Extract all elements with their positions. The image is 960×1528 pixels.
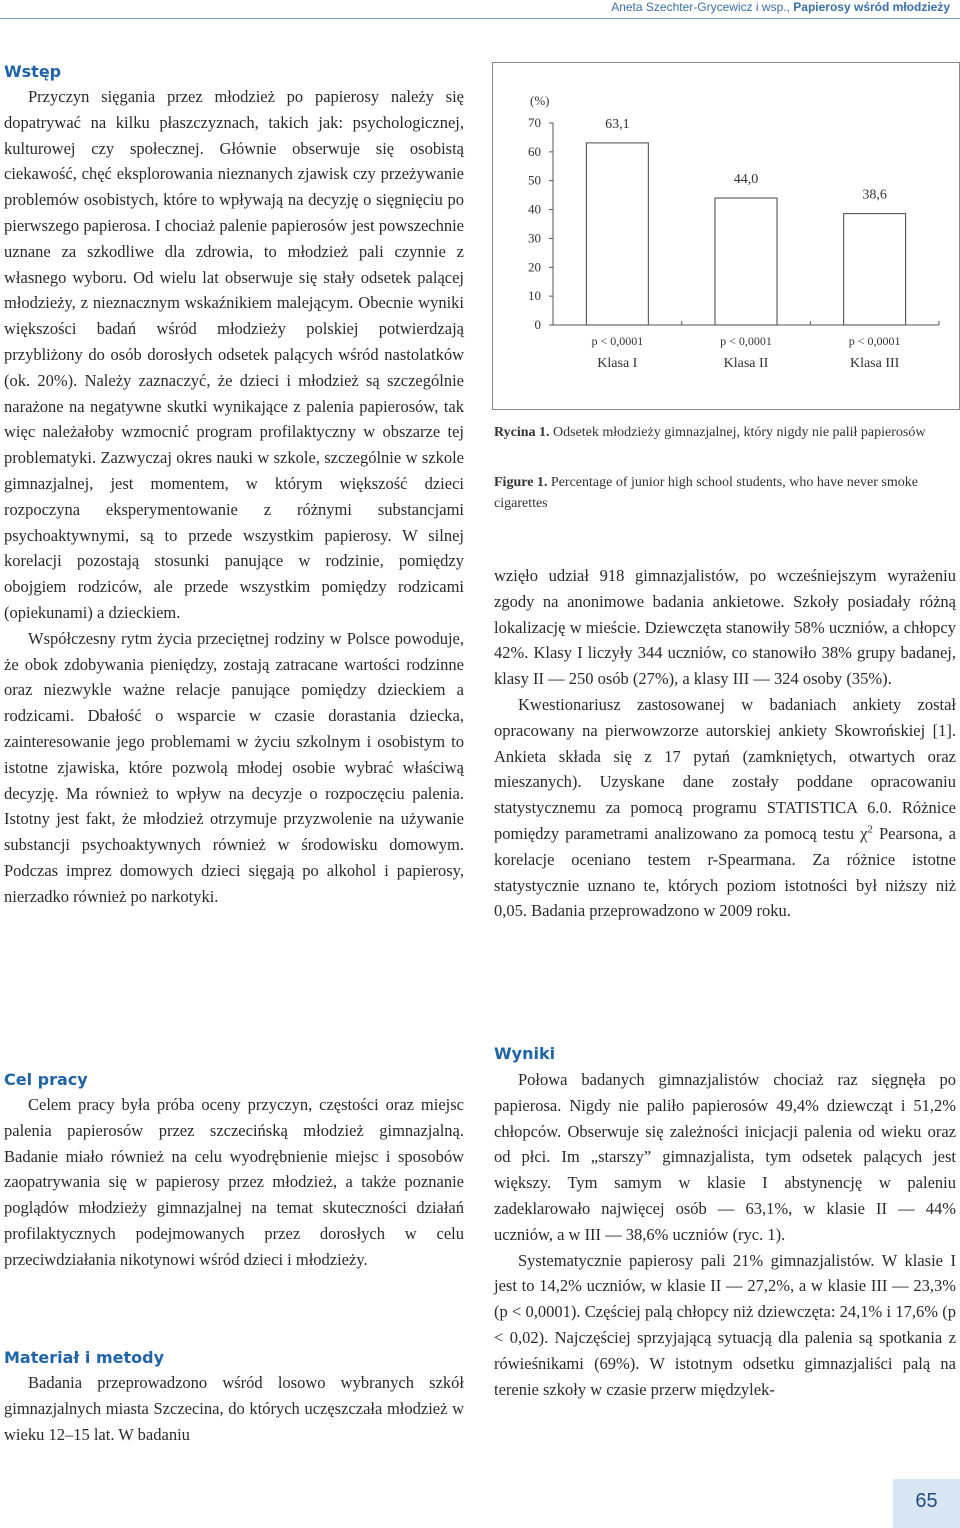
y-tick-label: 10 xyxy=(528,288,541,304)
p-value-label: p < 0,0001 xyxy=(720,334,772,348)
bar-value-label: 44,0 xyxy=(733,172,759,188)
paragraph: Połowa badanych gimnazjalistów chociaż raz sięgnęła po papierosa. Nigdy nie paliło papierosów 49,4% dziewcząt i 51,2% chłopców. Obserwuje się zależności inicjacji palenia od wieku oraz od płci. Im „starszy” gimnazjalista, tym odsetek palących jest większy. Tym samym w klasie I abstynencję w paleniu zadeklarowało najwięcej osób — 63,1%, w klasie II — 44% uczniów, a w III — 38,6% uczniów (ryc. 1). xyxy=(494,1070,956,1244)
paragraph: Współczesny rytm życia przeciętnej rodziny w Polsce powoduje, że obok zdobywania pieniędzy, zostają zatracane wartości rodzinne oraz niezwykle ważne relacje panujące pomiędzy dzieckiem a rodzicami. Dbałość o wsparcie w czasie dorastania dziecka, zainteresowanie jego problemami w życiu szkolnym i osobistym to istotne zjawiska, które pozwolą młodej osobie wybrać właściwą decyzję. Ma również to wpływ na decyzje o rozpoczęciu palenia. Istotny jest fakt, że młodzież otrzymuje przyzwolenie na używanie substancji psychoaktywnych również w środowisku domowym. Podczas imprez domowych dzieci sięgają po alkohol i papierosy, nierzadko również po narkotyki. xyxy=(4,628,464,906)
y-axis-label: (%) xyxy=(530,93,550,108)
caption-label-en: Figure 1. xyxy=(494,475,548,490)
caption-text-en: Percentage of junior high school students, who have never smoke cigarettes xyxy=(494,475,918,511)
section-heading-results: Wyniki xyxy=(494,1044,556,1063)
section-heading-methods: Materiał i metody xyxy=(4,1348,164,1367)
figure-caption-pl xyxy=(494,422,960,443)
bar-value-label: 63,1 xyxy=(605,116,630,132)
running-head xyxy=(611,0,950,14)
y-tick-label: 70 xyxy=(528,115,541,130)
left-column-intro xyxy=(4,84,464,910)
paragraph: Systematycznie papierosy pali 21% gimnazjalistów. W klasie I jest to 14,2% uczniów, w klasie II — 27,2%, a w klasie III — 23,3% (p < 0,0001). Częściej palą chłopcy niż dziewczęta: 24,1% i 17,6% (p < 0,02). Najczęściej sprzyjającą sytuacją dla palenia są spotkania z rówieśnikami (69%). W istotnym odsetku gimnazjaliści palą na terenie szkoły w czasie przerw międzylek- xyxy=(494,1250,956,1399)
right-column-results xyxy=(494,1067,956,1402)
paragraph: Celem pracy była próba oceny przyczyn, częstości oraz miejsc palenia papierosów przez szczecińską młodzież gimnazjalną. Badanie miało również na celu wyodrębnienie miejsc i sposobów zaopatrywania się w papierosy przez młodzież, a także poznanie poglądów młodzieży gimnazjalnej na temat skuteczności działań profilaktycznych podejmowanych przez dorosłych w celu przeciwdziałania nikotynowi wśród dzieci i młodzieży. xyxy=(4,1095,464,1269)
page-number: 65 xyxy=(915,1490,938,1512)
category-label: Klasa I xyxy=(597,356,638,371)
right-column-methods xyxy=(494,563,956,924)
section-heading-intro: Wstęp xyxy=(4,62,62,81)
p-value-label: p < 0,0001 xyxy=(848,334,901,348)
paragraph xyxy=(494,692,956,924)
bar-chart xyxy=(493,63,959,409)
y-tick-label: 60 xyxy=(528,143,541,159)
caption-text-pl: Odsetek młodzieży gimnazjalnej, który nigdy nie palił papierosów xyxy=(553,425,926,440)
running-head-authors: Aneta Szechter-Grycewicz i wsp., xyxy=(611,0,790,14)
bar xyxy=(715,198,777,325)
figure-caption-en xyxy=(494,472,960,514)
figure-frame xyxy=(492,62,960,410)
bar xyxy=(844,214,906,325)
paragraph-part: Pearsona, a korelacje oceniano testem r-Spearmana. Za różnice istotne statystycznie uznano te, których poziom istotności był niższy niż 0,05. Badania przeprowadzono w 2009 roku. xyxy=(494,823,956,921)
caption-label-pl: Rycina 1. xyxy=(494,425,550,440)
y-tick-label: 50 xyxy=(528,172,541,188)
paragraph: Badania przeprowadzono wśród losowo wybranych szkół gimnazjalnych miasta Szczecina, do których uczęszczała młodzież w wieku 12–15 lat. W badaniu xyxy=(4,1373,464,1444)
y-tick-label: 20 xyxy=(528,259,541,275)
running-head-title: Papierosy wśród młodzieży xyxy=(793,0,950,14)
y-tick-label: 30 xyxy=(528,230,541,246)
bar xyxy=(586,143,648,325)
paragraph: Przyczyn sięgania przez młodzież po papierosy należy się dopatrywać na kilku płaszczyznach, takich jak: psychologicznej, kulturowej czy społecznej. Głównie obserwuje się osobistą ciekawość, chęć eksplorowania nieznanych zjawisk czy przeżywanie problemów osobistych, które to wpływają na decyzję o sięgnięciu po pierwszego papierosa. I chociaż palenie papierosów jest powszechnie uznane za szkodliwe dla zdrowia, to młodzież pali czynnie z własnego wyboru. Od wielu lat obserwuje się stały odsetek palącej młodzieży, z nieznacznym wskaźnikiem malejącym. Obecnie wyniki większości badań wśród młodzieży polskiej potwierdzają przybliżony do osób dorosłych odsetek palących wśród nastolatków (ok. 20%). Należy zaznaczyć, że dzieci i młodzież są szczególnie narażone na negatywne skutki wynikające z palenia papierosów, tak więc należałoby wzmocnić program profilaktyczny w obszarze tej problematyki. Zazwyczaj okres nauki w szkole, szczególnie w szkole gimnazjalnej, jest momentem, w którym większość dzieci rozpoczyna eksperymentowanie z różnymi substancjami psychoaktywnymi, są to przede wszystkim papierosy. W silnej korelacji pozostają stosunki panujące w rodzinie, pomiędzy obojgiem rodziców, ale przede wszystkim pomiędzy rodzicami (opiekunami) a dzieckiem. xyxy=(4,87,464,622)
paragraph-part: Kwestionariusz zastosowanej w badaniach ankiety został opracowany na pierwowzorze autorskiej ankiety Skowrońskiej [1]. Ankieta składa się z 17 pytań (zamkniętych, otwartych oraz mieszanych). Uzyskane dane zostały poddane opracowaniu statystycznemu za pomocą programu STATISTICA 6.0. Różnice pomiędzy parametrami analizowano za pomocą testu χ xyxy=(494,694,956,843)
left-column-methods xyxy=(4,1370,464,1447)
superscript: 2 xyxy=(867,823,873,836)
header-rule xyxy=(0,18,960,19)
p-value-label: p < 0,0001 xyxy=(591,334,644,348)
section-heading-aim: Cel pracy xyxy=(4,1070,88,1089)
bar-value-label: 38,6 xyxy=(862,187,887,203)
y-tick-label: 0 xyxy=(534,317,541,332)
left-column-aim xyxy=(4,1092,464,1273)
y-tick-label: 40 xyxy=(528,201,541,217)
paragraph: wzięło udział 918 gimnazjalistów, po wcześniejszym wyrażeniu zgody na anonimowe badania ankietowe. Szkoły posiadały różną lokalizację w mieście. Dziewczęta stanowiły 58% uczniów, a chłopcy 42%. Klasy I liczyły 344 uczniów, co stanowiło 38% grupy badanej, klasy II — 250 osób (27%), a klasy III — 324 osoby (35%). xyxy=(494,566,956,689)
category-label: Klasa III xyxy=(849,356,900,371)
category-label: Klasa II xyxy=(723,356,769,371)
